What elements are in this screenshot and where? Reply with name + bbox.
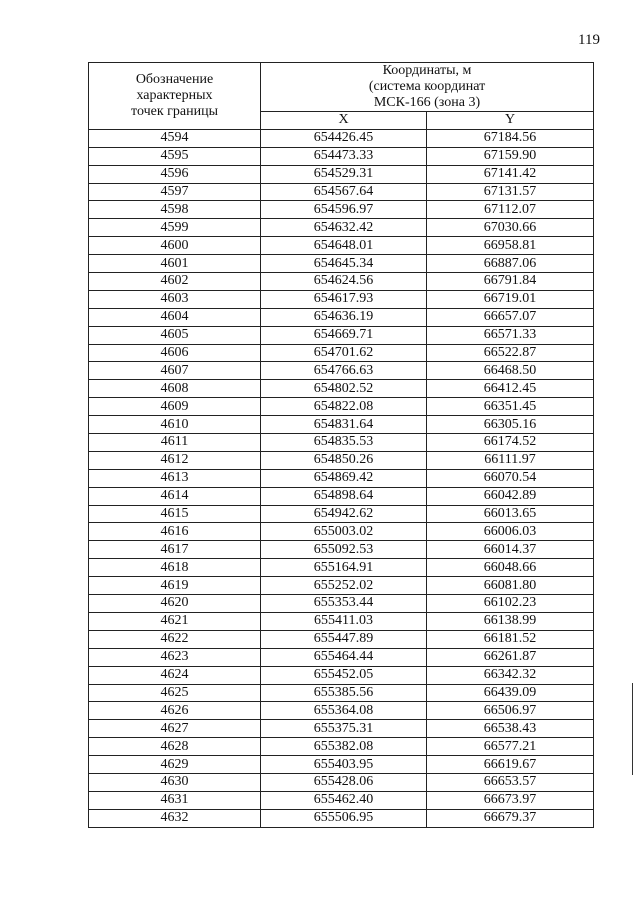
y-coordinate-cell: 66014.37 <box>427 541 594 559</box>
point-id-cell: 4608 <box>89 380 261 398</box>
point-id-cell: 4620 <box>89 595 261 613</box>
table-row <box>89 630 594 648</box>
header-line: Обозначение <box>135 71 214 87</box>
table-row <box>89 523 594 541</box>
point-id-cell: 4628 <box>89 738 261 756</box>
y-coordinate-cell: 66538.43 <box>427 720 594 738</box>
point-id-cell: 4597 <box>89 183 261 201</box>
y-coordinate-cell: 66958.81 <box>427 237 594 255</box>
table-row <box>89 577 594 595</box>
header-line: МСК-166 (зона 3) <box>373 95 481 110</box>
point-id-cell: 4611 <box>89 434 261 452</box>
point-id-cell: 4604 <box>89 308 261 326</box>
x-coordinate-cell: 654426.45 <box>261 129 427 147</box>
x-coordinate-cell: 654636.19 <box>261 308 427 326</box>
y-coordinate-cell: 66261.87 <box>427 648 594 666</box>
table-row <box>89 201 594 219</box>
x-coordinate-cell: 655428.06 <box>261 773 427 791</box>
x-coordinate-cell: 655403.95 <box>261 756 427 774</box>
point-id-cell: 4623 <box>89 648 261 666</box>
point-id-cell: 4615 <box>89 505 261 523</box>
x-coordinate-cell: 654822.08 <box>261 398 427 416</box>
x-column-header: X <box>261 112 427 130</box>
point-id-cell: 4630 <box>89 773 261 791</box>
table-row <box>89 738 594 756</box>
table-row <box>89 648 594 666</box>
x-coordinate-cell: 655164.91 <box>261 559 427 577</box>
point-id-cell: 4607 <box>89 362 261 380</box>
y-coordinate-cell: 67112.07 <box>427 201 594 219</box>
y-coordinate-cell: 66791.84 <box>427 273 594 291</box>
y-coordinate-cell: 67159.90 <box>427 147 594 165</box>
x-coordinate-cell: 655506.95 <box>261 809 427 827</box>
table-row <box>89 398 594 416</box>
x-coordinate-cell: 654567.64 <box>261 183 427 201</box>
table-row <box>89 612 594 630</box>
table-row <box>89 756 594 774</box>
y-column-header: Y <box>427 112 594 130</box>
point-id-cell: 4616 <box>89 523 261 541</box>
x-coordinate-cell: 655092.53 <box>261 541 427 559</box>
header-line: точек границы <box>131 103 218 119</box>
table-row <box>89 809 594 827</box>
point-id-cell: 4602 <box>89 273 261 291</box>
point-id-cell: 4624 <box>89 666 261 684</box>
y-coordinate-cell: 66111.97 <box>427 451 594 469</box>
point-id-cell: 4605 <box>89 326 261 344</box>
point-id-cell: 4601 <box>89 255 261 273</box>
point-id-cell: 4594 <box>89 129 261 147</box>
y-coordinate-cell: 66571.33 <box>427 326 594 344</box>
table-row <box>89 541 594 559</box>
x-coordinate-cell: 654802.52 <box>261 380 427 398</box>
y-coordinate-cell: 66653.57 <box>427 773 594 791</box>
x-coordinate-cell: 654850.26 <box>261 451 427 469</box>
point-id-cell: 4626 <box>89 702 261 720</box>
table-row <box>89 702 594 720</box>
y-coordinate-cell: 66138.99 <box>427 612 594 630</box>
x-coordinate-cell: 654473.33 <box>261 147 427 165</box>
x-coordinate-cell: 654766.63 <box>261 362 427 380</box>
point-designation-header <box>89 63 261 130</box>
table-row <box>89 219 594 237</box>
point-id-cell: 4609 <box>89 398 261 416</box>
y-coordinate-cell: 67184.56 <box>427 129 594 147</box>
table-row <box>89 416 594 434</box>
x-coordinate-cell: 654669.71 <box>261 326 427 344</box>
x-coordinate-cell: 654831.64 <box>261 416 427 434</box>
point-id-cell: 4618 <box>89 559 261 577</box>
y-coordinate-cell: 66042.89 <box>427 487 594 505</box>
y-coordinate-cell: 66412.45 <box>427 380 594 398</box>
point-id-cell: 4617 <box>89 541 261 559</box>
table-row <box>89 666 594 684</box>
y-coordinate-cell: 67141.42 <box>427 165 594 183</box>
point-id-cell: 4622 <box>89 630 261 648</box>
table-row <box>89 720 594 738</box>
table-row <box>89 505 594 523</box>
point-id-cell: 4621 <box>89 612 261 630</box>
y-coordinate-cell: 66013.65 <box>427 505 594 523</box>
table-row <box>89 684 594 702</box>
x-coordinate-cell: 655353.44 <box>261 595 427 613</box>
y-coordinate-cell: 66342.32 <box>427 666 594 684</box>
table-row <box>89 344 594 362</box>
y-coordinate-cell: 66102.23 <box>427 595 594 613</box>
table-header-row <box>89 63 594 112</box>
point-id-cell: 4632 <box>89 809 261 827</box>
y-coordinate-cell: 66506.97 <box>427 702 594 720</box>
x-coordinate-cell: 654617.93 <box>261 290 427 308</box>
y-coordinate-cell: 66048.66 <box>427 559 594 577</box>
x-coordinate-cell: 654869.42 <box>261 469 427 487</box>
point-id-cell: 4613 <box>89 469 261 487</box>
table-row <box>89 290 594 308</box>
y-coordinate-cell: 67030.66 <box>427 219 594 237</box>
y-coordinate-cell: 67131.57 <box>427 183 594 201</box>
header-line: Координаты, м <box>382 63 472 78</box>
point-id-cell: 4610 <box>89 416 261 434</box>
point-id-cell: 4598 <box>89 201 261 219</box>
x-coordinate-cell: 655382.08 <box>261 738 427 756</box>
table-row <box>89 434 594 452</box>
coordinates-table <box>88 62 594 828</box>
x-coordinate-cell: 654898.64 <box>261 487 427 505</box>
x-coordinate-cell: 655462.40 <box>261 791 427 809</box>
y-coordinate-cell: 66006.03 <box>427 523 594 541</box>
x-coordinate-cell: 654942.62 <box>261 505 427 523</box>
table-row <box>89 237 594 255</box>
point-id-cell: 4619 <box>89 577 261 595</box>
table-row <box>89 273 594 291</box>
y-coordinate-cell: 66673.97 <box>427 791 594 809</box>
y-coordinate-cell: 66887.06 <box>427 255 594 273</box>
table-row <box>89 326 594 344</box>
table-row <box>89 451 594 469</box>
table-row <box>89 469 594 487</box>
point-id-cell: 4612 <box>89 451 261 469</box>
table-row <box>89 183 594 201</box>
x-coordinate-cell: 654624.56 <box>261 273 427 291</box>
header-line: (система координат <box>368 79 486 94</box>
y-coordinate-cell: 66657.07 <box>427 308 594 326</box>
x-coordinate-cell: 654596.97 <box>261 201 427 219</box>
point-id-cell: 4603 <box>89 290 261 308</box>
x-coordinate-cell: 655464.44 <box>261 648 427 666</box>
table-row <box>89 308 594 326</box>
x-coordinate-cell: 654701.62 <box>261 344 427 362</box>
x-coordinate-cell: 655385.56 <box>261 684 427 702</box>
table-row <box>89 255 594 273</box>
table-row <box>89 595 594 613</box>
x-coordinate-cell: 655003.02 <box>261 523 427 541</box>
table-row <box>89 147 594 165</box>
x-coordinate-cell: 654648.01 <box>261 237 427 255</box>
point-id-cell: 4595 <box>89 147 261 165</box>
x-coordinate-cell: 655375.31 <box>261 720 427 738</box>
x-coordinate-cell: 655364.08 <box>261 702 427 720</box>
y-coordinate-cell: 66081.80 <box>427 577 594 595</box>
point-id-cell: 4606 <box>89 344 261 362</box>
y-coordinate-cell: 66468.50 <box>427 362 594 380</box>
table-row <box>89 129 594 147</box>
x-coordinate-cell: 655447.89 <box>261 630 427 648</box>
y-coordinate-cell: 66174.52 <box>427 434 594 452</box>
y-coordinate-cell: 66719.01 <box>427 290 594 308</box>
table-row <box>89 165 594 183</box>
x-coordinate-cell: 655411.03 <box>261 612 427 630</box>
point-id-cell: 4625 <box>89 684 261 702</box>
y-coordinate-cell: 66070.54 <box>427 469 594 487</box>
y-coordinate-cell: 66351.45 <box>427 398 594 416</box>
point-id-cell: 4599 <box>89 219 261 237</box>
x-coordinate-cell: 654645.34 <box>261 255 427 273</box>
x-coordinate-cell: 655452.05 <box>261 666 427 684</box>
point-id-cell: 4614 <box>89 487 261 505</box>
table-row <box>89 487 594 505</box>
coordinates-header <box>261 63 594 112</box>
x-coordinate-cell: 655252.02 <box>261 577 427 595</box>
table-body <box>89 129 594 827</box>
table-row <box>89 559 594 577</box>
x-coordinate-cell: 654529.31 <box>261 165 427 183</box>
table-row <box>89 362 594 380</box>
header-line: характерных <box>136 87 213 103</box>
point-id-cell: 4631 <box>89 791 261 809</box>
point-id-cell: 4629 <box>89 756 261 774</box>
y-coordinate-cell: 66439.09 <box>427 684 594 702</box>
y-coordinate-cell: 66619.67 <box>427 756 594 774</box>
point-id-cell: 4627 <box>89 720 261 738</box>
page-number: 119 <box>578 32 600 48</box>
y-coordinate-cell: 66577.21 <box>427 738 594 756</box>
y-coordinate-cell: 66305.16 <box>427 416 594 434</box>
x-coordinate-cell: 654632.42 <box>261 219 427 237</box>
y-coordinate-cell: 66181.52 <box>427 630 594 648</box>
y-coordinate-cell: 66522.87 <box>427 344 594 362</box>
table-row <box>89 791 594 809</box>
x-coordinate-cell: 654835.53 <box>261 434 427 452</box>
point-id-cell: 4596 <box>89 165 261 183</box>
point-id-cell: 4600 <box>89 237 261 255</box>
table-row <box>89 773 594 791</box>
margin-mark <box>632 683 633 775</box>
y-coordinate-cell: 66679.37 <box>427 809 594 827</box>
table-row <box>89 380 594 398</box>
